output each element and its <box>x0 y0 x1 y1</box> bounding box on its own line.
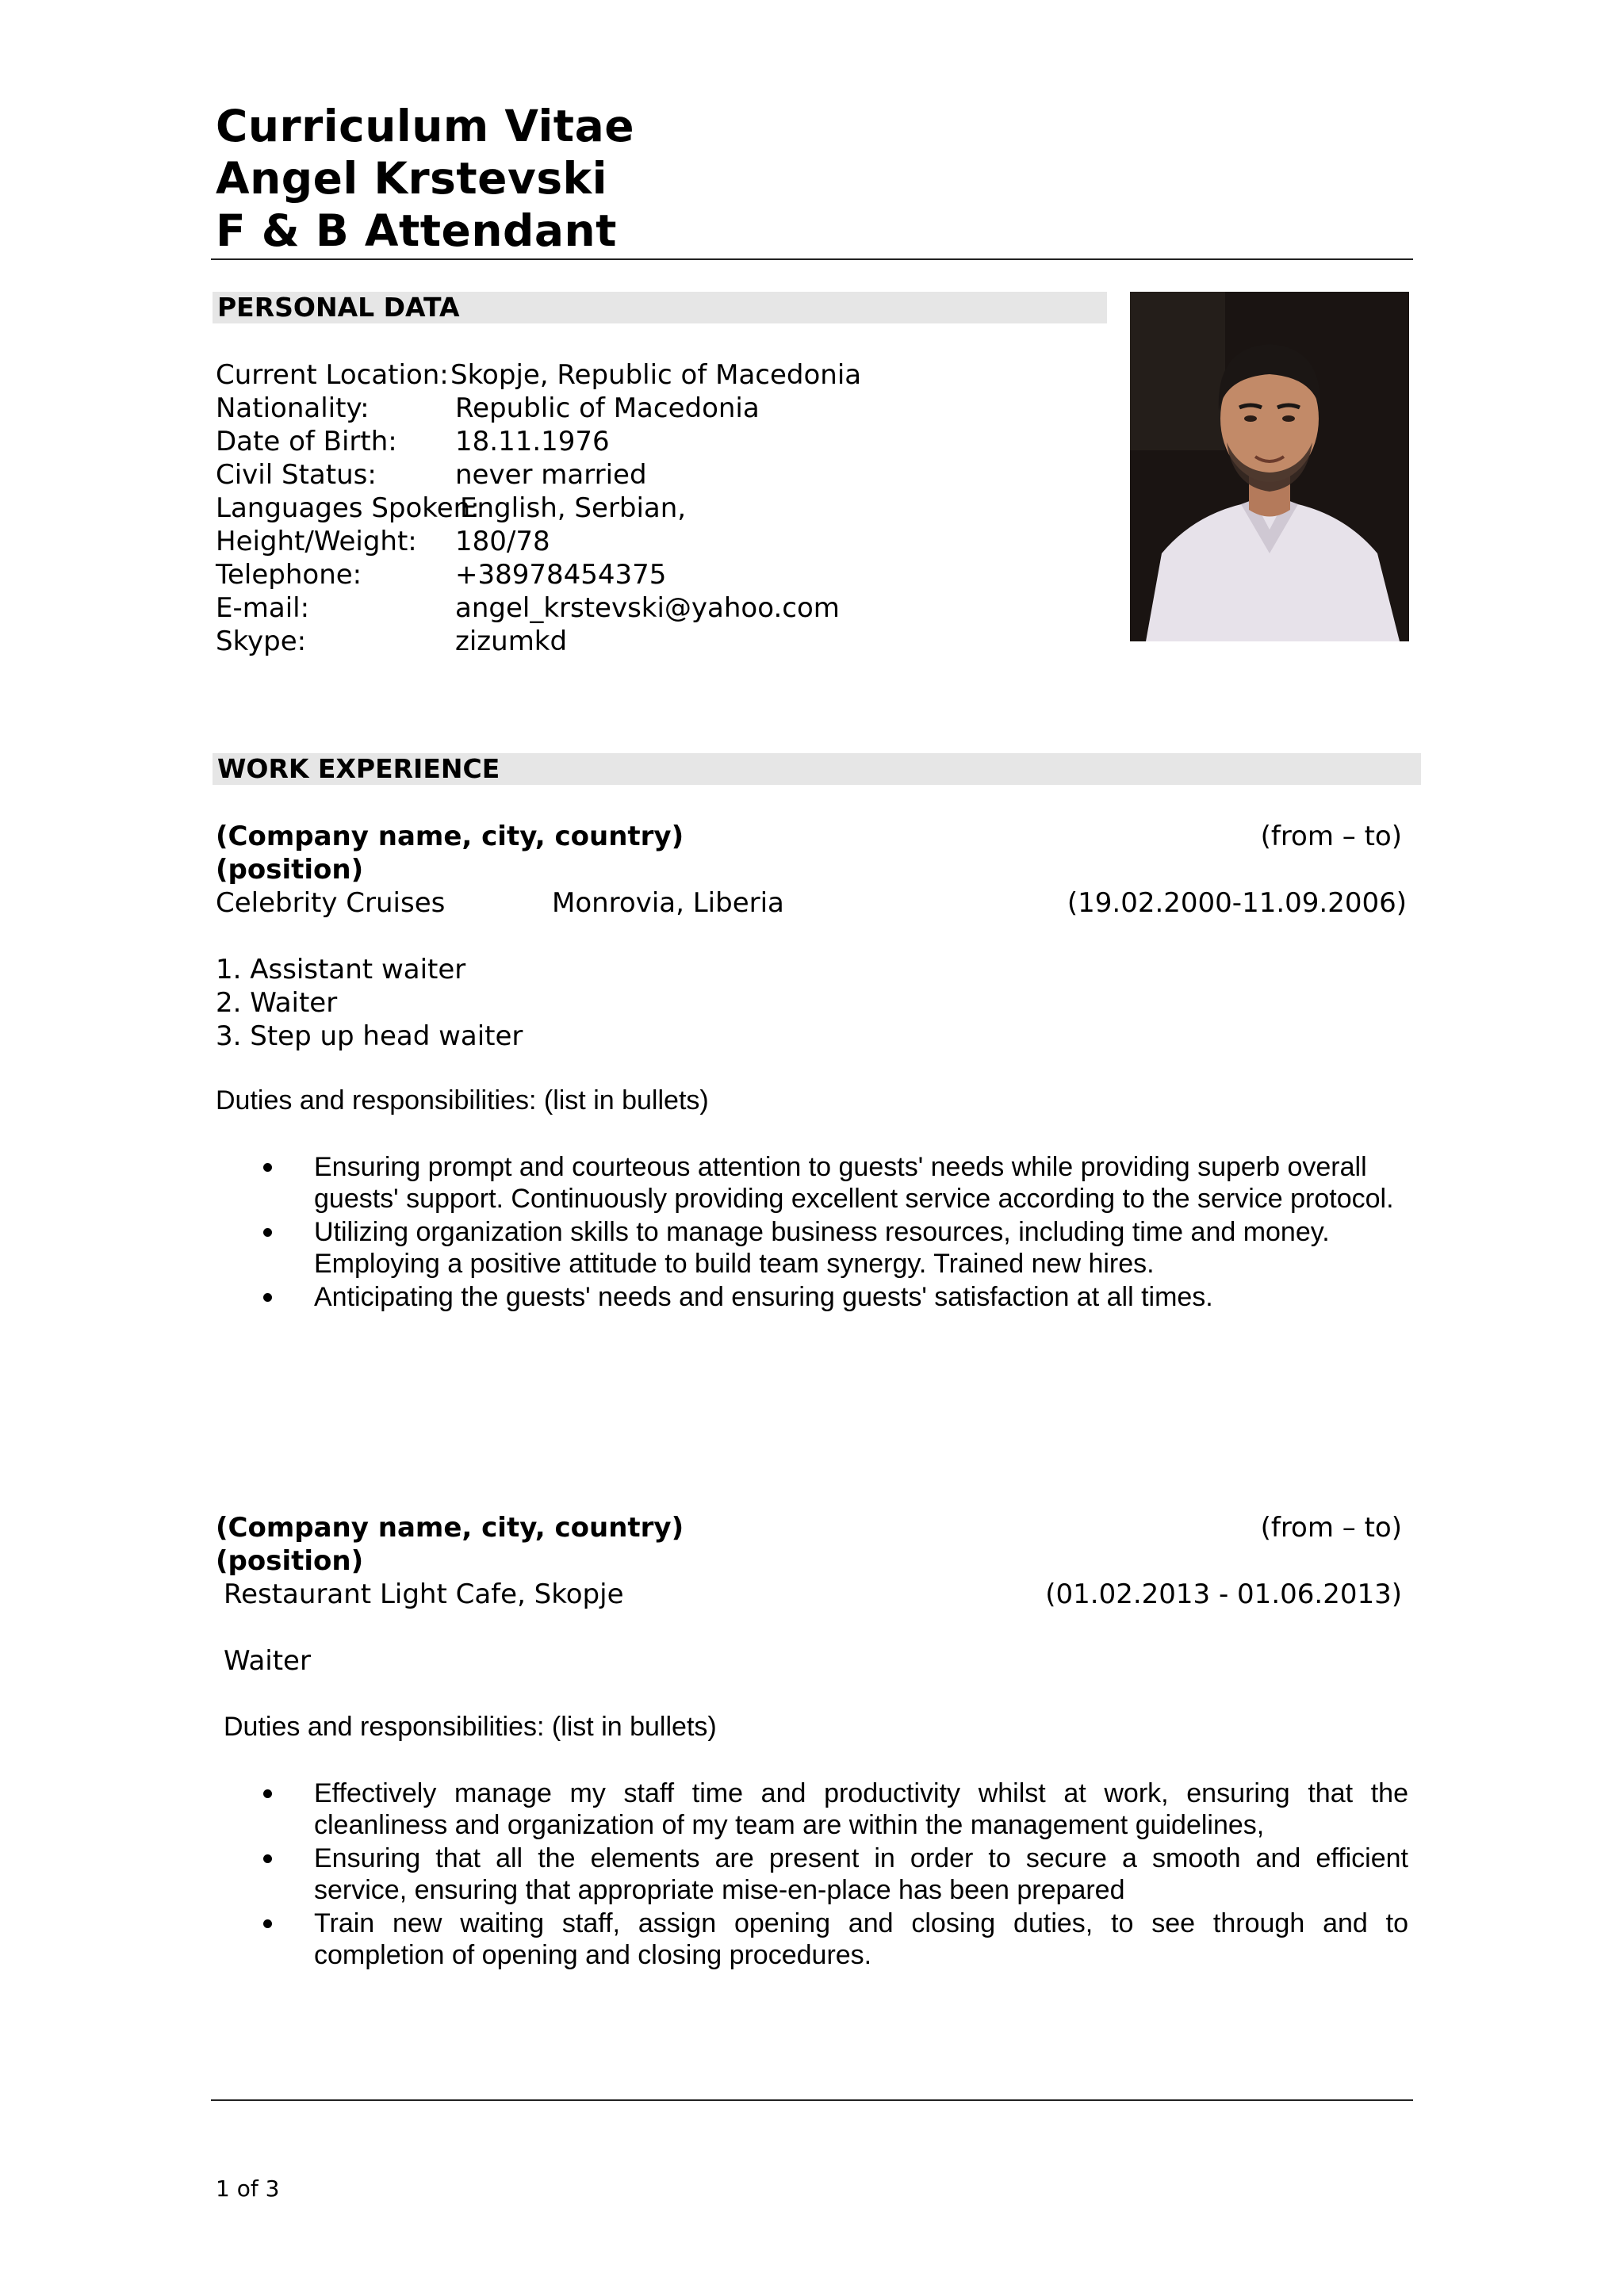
value-telephone: +38978454375 <box>455 559 667 591</box>
bullet-icon <box>263 1228 272 1237</box>
value-date-of-birth: 18.11.1976 <box>455 426 610 457</box>
duty-line: Ensuring prompt and courteous attention to guests' needs while providing superb overall <box>314 1152 1367 1182</box>
value-height-weight: 180/78 <box>455 526 550 557</box>
personal-data-heading-bar <box>213 292 1107 323</box>
bullet-icon <box>263 1919 272 1928</box>
value-languages: English, Serbian, <box>460 492 687 524</box>
duty-line: completion of opening and closing procedures. <box>314 1940 872 1970</box>
value-email: angel_krstevski@yahoo.com <box>455 592 840 624</box>
employment-period: (01.02.2013 - 01.06.2013) <box>1045 1578 1402 1610</box>
position-item: 2. Waiter <box>216 987 338 1019</box>
profile-photo <box>1130 292 1409 641</box>
label-height-weight: Height/Weight: <box>216 526 417 557</box>
company-name: Restaurant Light Cafe, Skopje <box>224 1578 624 1610</box>
position-item: 3. Step up head waiter <box>216 1020 523 1052</box>
position-header: (position) <box>216 1545 364 1577</box>
company-header: (Company name, city, country) <box>216 1512 684 1544</box>
position-header: (position) <box>216 854 364 886</box>
candidate-name: Angel Krstevski <box>216 153 607 204</box>
bullet-icon <box>263 1789 272 1798</box>
label-telephone: Telephone: <box>216 559 362 591</box>
label-current-location: Current Location: <box>216 359 449 391</box>
company-name: Celebrity Cruises <box>216 887 446 919</box>
duty-line: Utilizing organization skills to manage business resources, including time and money. <box>314 1217 1330 1247</box>
footer-divider <box>211 2099 1413 2101</box>
page-number: 1 of 3 <box>216 2175 280 2202</box>
personal-data-heading: PERSONAL DATA <box>217 292 460 323</box>
duties-label: Duties and responsibilities: (list in bullets) <box>216 1085 709 1115</box>
value-current-location: Skopje, Republic of Macedonia <box>450 359 862 391</box>
value-civil-status: never married <box>455 459 647 491</box>
duty-line: Employing a positive attitude to build team synergy. Trained new hires. <box>314 1249 1155 1279</box>
position-item: 1. Assistant waiter <box>216 954 466 985</box>
duty-line: Effectively manage my staff time and productivity whilst at work, ensuring that the <box>314 1778 1408 1808</box>
bullet-icon <box>263 1163 272 1172</box>
duty-line: Train new waiting staff, assign opening and closing duties, to see through and to <box>314 1908 1408 1938</box>
period-header: (from – to) <box>1260 1512 1402 1544</box>
work-experience-heading: WORK EXPERIENCE <box>217 753 500 784</box>
duty-line: cleanliness and organization of my team are within the management guidelines, <box>314 1810 1265 1840</box>
value-skype: zizumkd <box>455 626 568 657</box>
value-nationality: Republic of Macedonia <box>455 392 760 424</box>
work-experience-heading-bar <box>213 753 1421 785</box>
cv-title: Curriculum Vitae <box>216 101 635 151</box>
duties-label: Duties and responsibilities: (list in bullets) <box>224 1712 717 1742</box>
company-city: Monrovia, Liberia <box>552 887 784 919</box>
duty-line: Anticipating the guests' needs and ensuring guests' satisfaction at all times. <box>314 1282 1213 1312</box>
label-civil-status: Civil Status: <box>216 459 377 491</box>
company-header: (Company name, city, country) <box>216 821 684 852</box>
job-title: F & B Attendant <box>216 205 617 256</box>
label-languages: Languages Spoken: <box>216 492 480 524</box>
label-email: E-mail: <box>216 592 310 624</box>
position-item: Waiter <box>224 1645 311 1677</box>
employment-period: (19.02.2000-11.09.2006) <box>1067 887 1407 919</box>
duty-line: service, ensuring that appropriate mise-en-place has been prepared <box>314 1875 1125 1905</box>
bullet-icon <box>263 1293 272 1302</box>
bullet-icon <box>263 1854 272 1863</box>
period-header: (from – to) <box>1260 821 1402 852</box>
label-skype: Skype: <box>216 626 307 657</box>
label-nationality: Nationality: <box>216 392 370 424</box>
header-divider <box>211 258 1413 260</box>
duty-line: guests' support. Continuously providing excellent service according to the service protocol. <box>314 1184 1394 1214</box>
duty-line: Ensuring that all the elements are present in order to secure a smooth and efficient <box>314 1843 1408 1873</box>
label-date-of-birth: Date of Birth: <box>216 426 397 457</box>
